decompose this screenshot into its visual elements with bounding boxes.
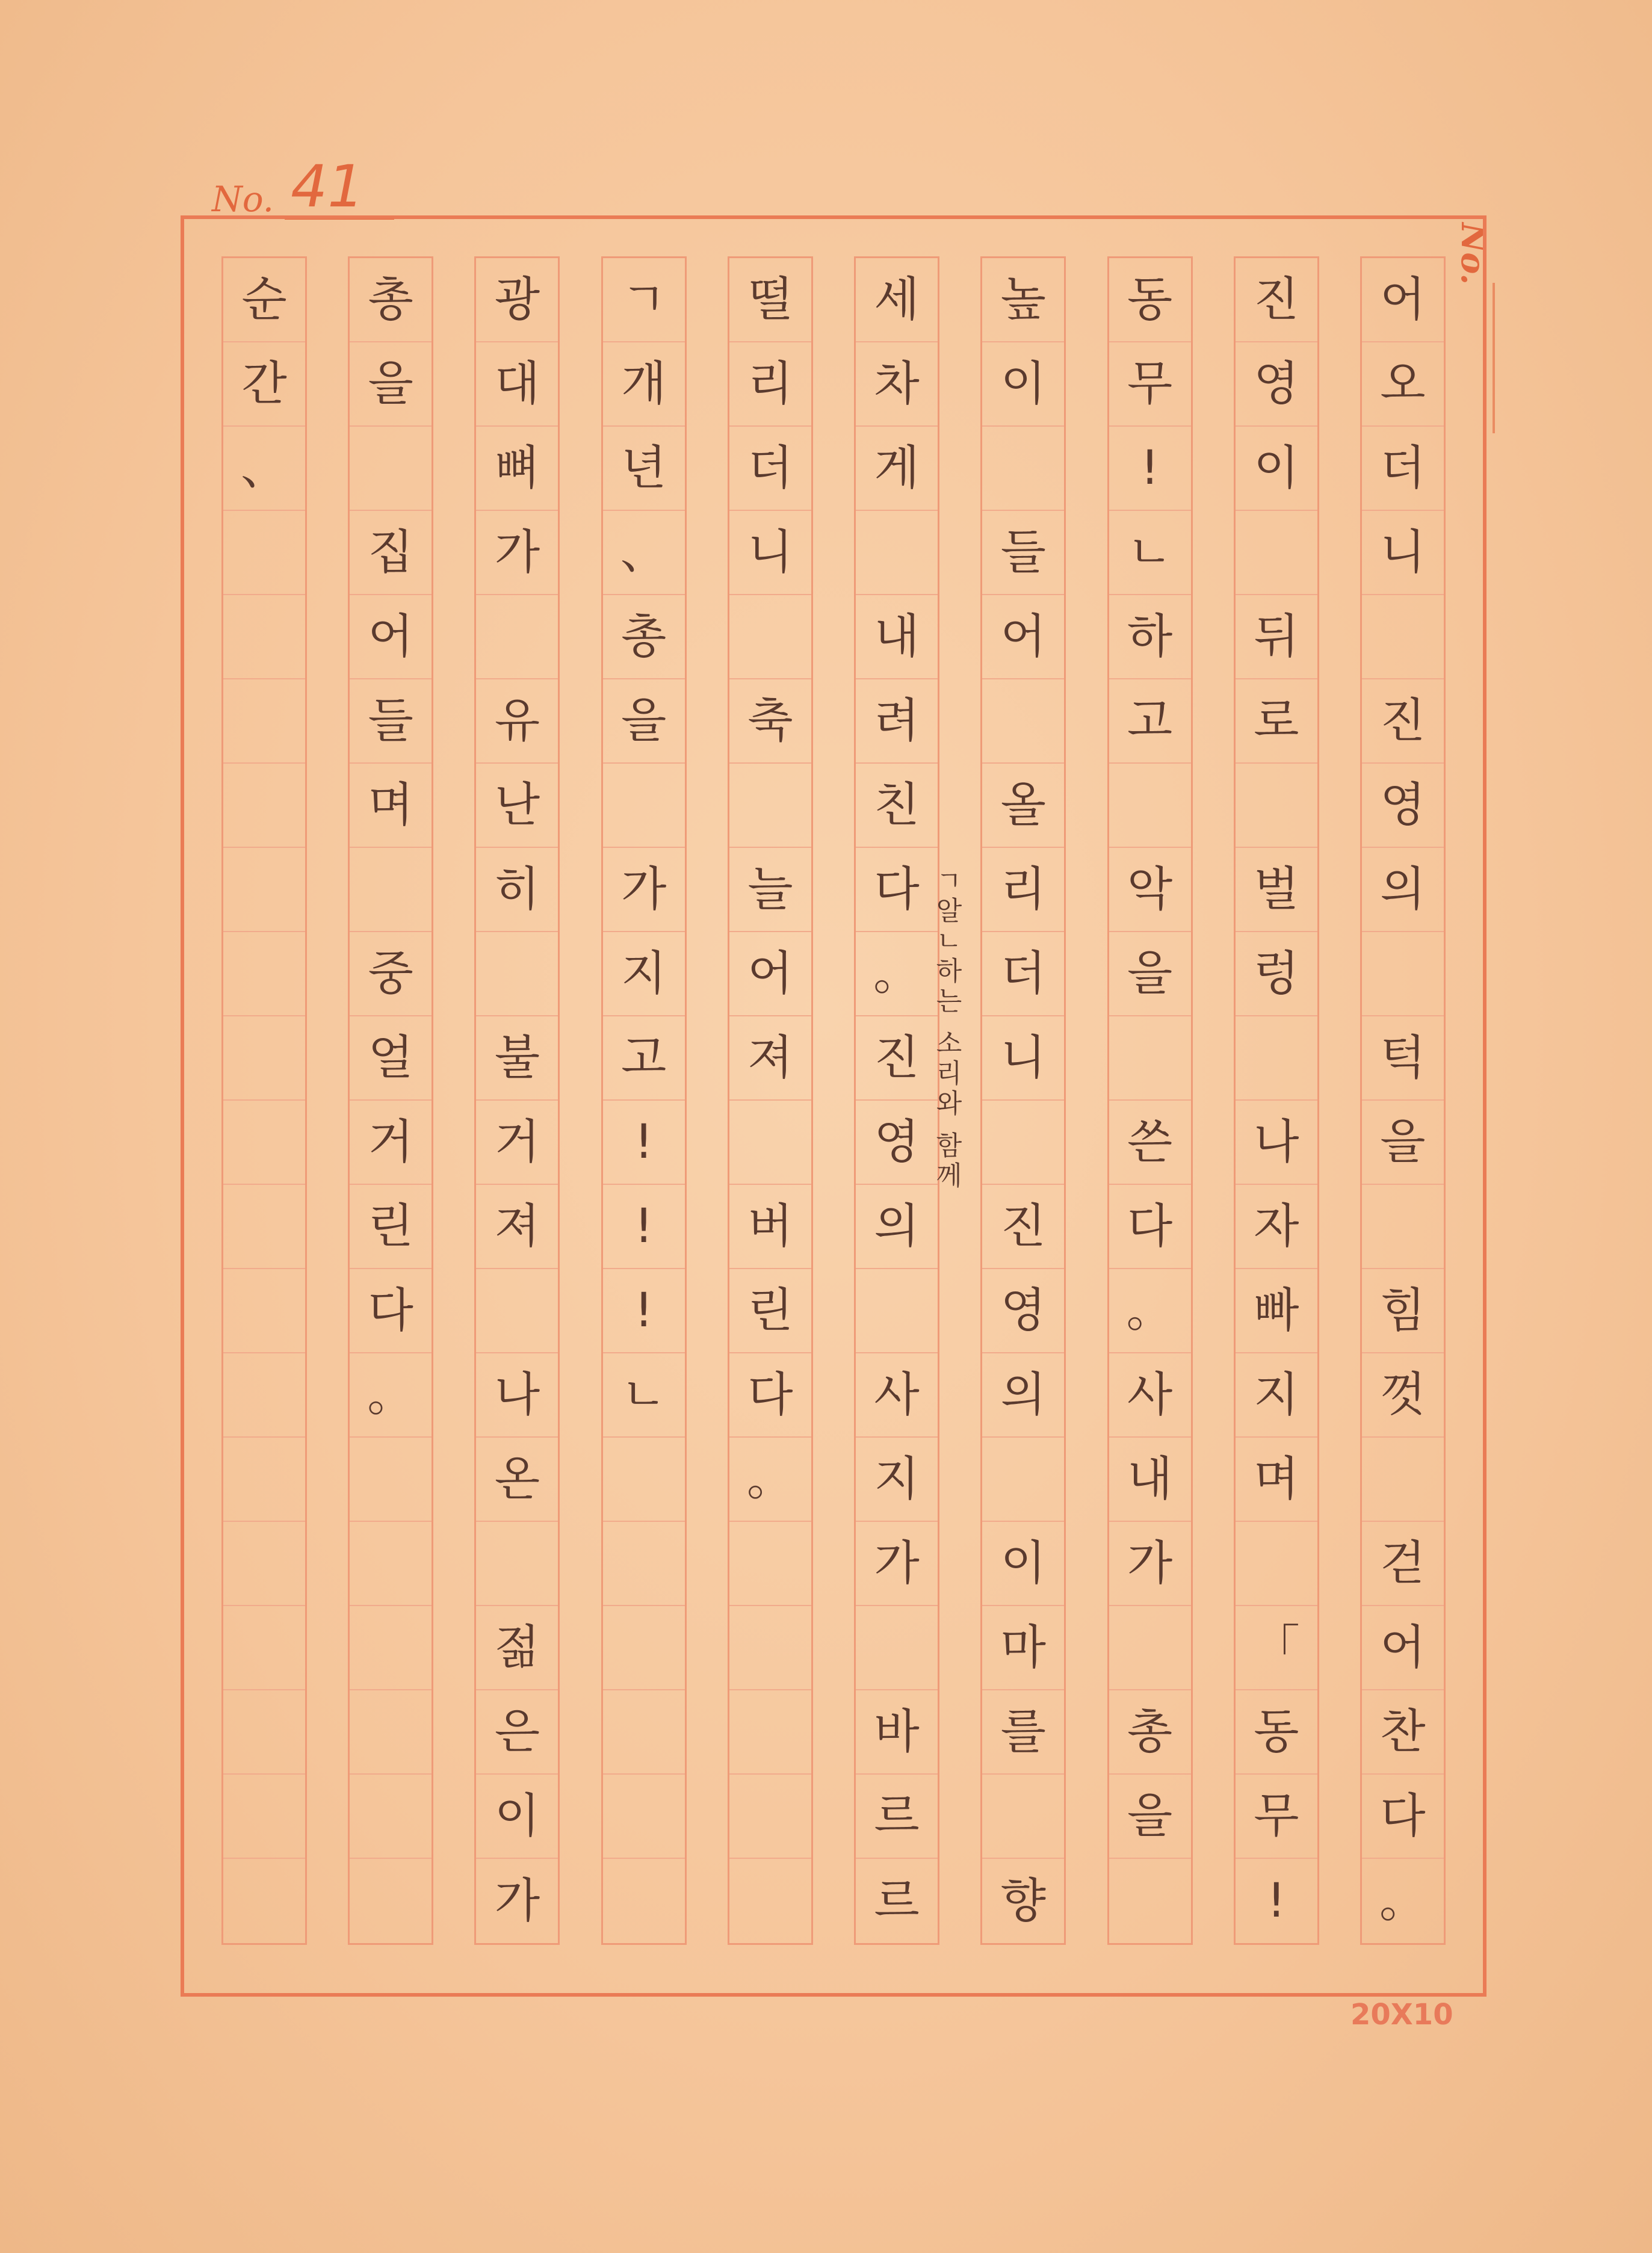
manuscript-cell: 껏 xyxy=(1362,1353,1444,1438)
manuscript-cell xyxy=(729,1775,811,1859)
manuscript-cell xyxy=(223,679,305,764)
manuscript-cell: 대 xyxy=(476,342,558,427)
manuscript-cell xyxy=(223,1269,305,1353)
manuscript-cell: 진 xyxy=(856,1016,938,1101)
manuscript-cell xyxy=(476,1269,558,1353)
manuscript-cell: 벌 xyxy=(1236,848,1317,932)
manuscript-cell xyxy=(223,1859,305,1943)
manuscript-cell: 거 xyxy=(350,1101,432,1185)
manuscript-cell xyxy=(223,1690,305,1775)
manuscript-cell: 다 xyxy=(729,1353,811,1438)
manuscript-cell: 들 xyxy=(350,679,432,764)
manuscript-cell: 동 xyxy=(1109,258,1191,342)
manuscript-cell: 지 xyxy=(856,1438,938,1522)
manuscript-cell xyxy=(603,764,685,848)
manuscript-cell: 다 xyxy=(1362,1775,1444,1859)
manuscript-cell: ! xyxy=(603,1269,685,1353)
manuscript-cell: 。 xyxy=(1109,1269,1191,1353)
manuscript-cell xyxy=(223,1101,305,1185)
manuscript-cell: 를 xyxy=(982,1690,1064,1775)
manuscript-cell xyxy=(350,427,432,511)
manuscript-cell: 지 xyxy=(603,932,685,1016)
manuscript-cell: 니 xyxy=(729,511,811,595)
manuscript-cell: 얼 xyxy=(350,1016,432,1101)
manuscript-cell xyxy=(982,1101,1064,1185)
manuscript-cell: 、 xyxy=(603,511,685,595)
manuscript-cell xyxy=(476,932,558,1016)
manuscript-cell xyxy=(856,1606,938,1690)
manuscript-cell xyxy=(223,1016,305,1101)
manuscript-cell: 고 xyxy=(603,1016,685,1101)
manuscript-cell: 가 xyxy=(494,1874,540,1928)
manuscript-cell: 가 xyxy=(603,848,685,932)
manuscript-cell: 바 xyxy=(856,1690,938,1775)
manuscript-cell xyxy=(603,1438,685,1522)
manuscript-cell: 렁 xyxy=(1236,932,1317,1016)
manuscript-cell: 더 xyxy=(729,427,811,511)
manuscript-cell xyxy=(603,1606,685,1690)
manuscript-cell: 년 xyxy=(603,427,685,511)
manuscript-cell: 。 xyxy=(350,1353,432,1438)
manuscript-column xyxy=(728,256,813,1945)
manuscript-cell: 가 xyxy=(856,1522,938,1606)
manuscript-cell: 찬 xyxy=(1362,1690,1444,1775)
manuscript-cell xyxy=(603,1690,685,1775)
manuscript-cell: 、 xyxy=(223,427,305,511)
manuscript-cell xyxy=(1236,1522,1317,1606)
manuscript-cell xyxy=(729,1690,811,1775)
manuscript-cell: 르 xyxy=(856,1775,938,1859)
manuscript-cell xyxy=(223,1606,305,1690)
manuscript-cell: 을 xyxy=(1109,1775,1191,1859)
manuscript-cell: 이 xyxy=(1236,427,1317,511)
manuscript-cell xyxy=(982,679,1064,764)
manuscript-cell xyxy=(603,1859,685,1943)
manuscript-cell: 동 xyxy=(1236,1690,1317,1775)
manuscript-cell: 어 xyxy=(1362,258,1444,342)
manuscript-cell: 세 xyxy=(856,258,938,342)
manuscript-cell: ㄱ xyxy=(603,258,685,342)
manuscript-cell: 히 xyxy=(476,848,558,932)
manuscript-cell: 뒤 xyxy=(1236,595,1317,679)
manuscript-cell: 더 xyxy=(982,932,1064,1016)
manuscript-cell xyxy=(982,1438,1064,1522)
manuscript-column xyxy=(1107,256,1193,1945)
manuscript-cell xyxy=(350,1859,432,1943)
manuscript-cell: 유 xyxy=(476,679,558,764)
manuscript-cell: 사 xyxy=(856,1353,938,1438)
manuscript-cell: 이 xyxy=(476,1775,558,1859)
manuscript-cell: 져 xyxy=(729,1016,811,1101)
manuscript-cell: 가 xyxy=(476,511,558,595)
manuscript-cell: 다 xyxy=(1109,1185,1191,1269)
manuscript-cell: 내 xyxy=(1109,1438,1191,1522)
manuscript-cell: 을 xyxy=(1109,932,1191,1016)
manuscript-cell: 자 xyxy=(1236,1185,1317,1269)
manuscript-cell: 의 xyxy=(856,1185,938,1269)
manuscript-cell xyxy=(223,932,305,1016)
manuscript-cell: 며 xyxy=(350,764,432,848)
manuscript-cell: 순 xyxy=(223,258,305,342)
manuscript-cell: 친 xyxy=(856,764,938,848)
manuscript-cell: 며 xyxy=(1236,1438,1317,1522)
manuscript-cell xyxy=(1362,1185,1444,1269)
manuscript-cell: 집 xyxy=(350,511,432,595)
manuscript-cell: 하 xyxy=(1109,595,1191,679)
manuscript-cell: 늘 xyxy=(729,848,811,932)
manuscript-cell: 어 xyxy=(982,595,1064,679)
manuscript-cell: 。 xyxy=(856,932,938,1016)
manuscript-cell xyxy=(223,764,305,848)
manuscript-cell: 올 xyxy=(982,764,1064,848)
manuscript-column xyxy=(1234,256,1319,1945)
manuscript-cell: 총 xyxy=(350,258,432,342)
manuscript-cell: 향 xyxy=(1000,1874,1046,1928)
manuscript-cell: 리 xyxy=(729,342,811,427)
manuscript-cell: 지 xyxy=(1236,1353,1317,1438)
manuscript-cell xyxy=(350,1438,432,1522)
manuscript-cell: 진 xyxy=(1236,258,1317,342)
manuscript-cell: 온 xyxy=(476,1438,558,1522)
manuscript-cell xyxy=(223,1438,305,1522)
page-number-prefix: No. xyxy=(212,179,274,220)
manuscript-cell: 쓴 xyxy=(1109,1101,1191,1185)
manuscript-cell: 의 xyxy=(1362,848,1444,932)
manuscript-cell: 불 xyxy=(476,1016,558,1101)
manuscript-cell: 총 xyxy=(603,595,685,679)
manuscript-cell xyxy=(729,764,811,848)
manuscript-cell: 사 xyxy=(1109,1353,1191,1438)
manuscript-cell: 로 xyxy=(1236,679,1317,764)
manuscript-cell: 난 xyxy=(476,764,558,848)
manuscript-cell: 영 xyxy=(1236,342,1317,427)
manuscript-cell: 무 xyxy=(1109,342,1191,427)
manuscript-cell xyxy=(1236,511,1317,595)
manuscript-cell xyxy=(729,1101,811,1185)
manuscript-cell: 떨 xyxy=(729,258,811,342)
side-number-label: No. xyxy=(1454,223,1493,285)
manuscript-cell: 「 xyxy=(1236,1606,1317,1690)
manuscript-cell xyxy=(729,1522,811,1606)
manuscript-cell xyxy=(476,595,558,679)
manuscript-cell: 무 xyxy=(1236,1775,1317,1859)
manuscript-cell xyxy=(1362,1438,1444,1522)
manuscript-cell xyxy=(729,1859,811,1943)
manuscript-cell: 걷 xyxy=(1362,1522,1444,1606)
manuscript-column xyxy=(221,256,307,1945)
manuscript-cell xyxy=(476,1522,558,1606)
manuscript-cell: 이 xyxy=(982,342,1064,427)
manuscript-cell xyxy=(1109,1016,1191,1101)
manuscript-cell xyxy=(223,511,305,595)
manuscript-cell: 영 xyxy=(1362,764,1444,848)
manuscript-cell xyxy=(223,1522,305,1606)
page-number-area xyxy=(212,153,394,220)
manuscript-column xyxy=(1360,256,1446,1945)
manuscript-cell: 을 xyxy=(603,679,685,764)
manuscript-cell xyxy=(1109,764,1191,848)
manuscript-cell: ! xyxy=(1109,427,1191,511)
manuscript-cell: ! xyxy=(1267,1874,1286,1928)
manuscript-cell: 의 xyxy=(982,1353,1064,1438)
manuscript-cell xyxy=(1109,1606,1191,1690)
manuscript-cell: 차 xyxy=(856,342,938,427)
manuscript-cell xyxy=(856,1269,938,1353)
manuscript-cell xyxy=(1362,932,1444,1016)
manuscript-cell: 어 xyxy=(729,932,811,1016)
manuscript-cell: 을 xyxy=(350,342,432,427)
manuscript-grid xyxy=(221,256,1446,1945)
manuscript-cell: 악 xyxy=(1109,848,1191,932)
manuscript-column xyxy=(474,256,560,1945)
manuscript-cell: 빠 xyxy=(1236,1269,1317,1353)
manuscript-cell: 이 xyxy=(982,1522,1064,1606)
manuscript-cell xyxy=(223,1775,305,1859)
manuscript-cell: ! xyxy=(603,1101,685,1185)
manuscript-cell xyxy=(350,848,432,932)
manuscript-cell: 거 xyxy=(476,1101,558,1185)
manuscript-cell xyxy=(350,1775,432,1859)
manuscript-cell: 진 xyxy=(1362,679,1444,764)
manuscript-cell: 턱 xyxy=(1362,1016,1444,1101)
manuscript-cell: 어 xyxy=(1362,1606,1444,1690)
manuscript-cell xyxy=(1236,764,1317,848)
manuscript-cell: 영 xyxy=(856,1101,938,1185)
manuscript-cell: 려 xyxy=(856,679,938,764)
manuscript-cell: 버 xyxy=(729,1185,811,1269)
margin-insert-note: ㄱ알ㄴ하는 소리와 함께 xyxy=(931,867,962,1191)
manuscript-cell: 니 xyxy=(1362,511,1444,595)
manuscript-column xyxy=(601,256,687,1945)
manuscript-column xyxy=(980,256,1066,1945)
manuscript-cell: 젊 xyxy=(476,1606,558,1690)
manuscript-cell xyxy=(982,427,1064,511)
manuscript-cell: 다 xyxy=(350,1269,432,1353)
manuscript-cell: 높 xyxy=(982,258,1064,342)
manuscript-cell xyxy=(1236,1016,1317,1101)
manuscript-cell: 개 xyxy=(603,342,685,427)
manuscript-cell: 린 xyxy=(350,1185,432,1269)
manuscript-cell: ㄴ xyxy=(1109,511,1191,595)
manuscript-cell: 린 xyxy=(729,1269,811,1353)
manuscript-cell xyxy=(223,595,305,679)
manuscript-cell: 뼈 xyxy=(476,427,558,511)
manuscript-cell: 가 xyxy=(1109,1522,1191,1606)
manuscript-cell: 져 xyxy=(476,1185,558,1269)
manuscript-cell: 축 xyxy=(729,679,811,764)
manuscript-cell: 오 xyxy=(1362,342,1444,427)
manuscript-cell xyxy=(729,595,811,679)
manuscript-cell xyxy=(350,1690,432,1775)
manuscript-cell: 。 xyxy=(1379,1874,1426,1928)
manuscript-cell: 간 xyxy=(223,342,305,427)
manuscript-cell xyxy=(223,1353,305,1438)
manuscript-cell xyxy=(603,1775,685,1859)
manuscript-cell: 나 xyxy=(476,1353,558,1438)
manuscript-cell: 중 xyxy=(350,932,432,1016)
manuscript-cell: 을 xyxy=(1362,1101,1444,1185)
manuscript-cell: 진 xyxy=(982,1185,1064,1269)
manuscript-cell xyxy=(982,1775,1064,1859)
manuscript-cell xyxy=(856,511,938,595)
manuscript-cell: ㄴ xyxy=(603,1353,685,1438)
grid-size-label: 20X10 xyxy=(1350,1998,1453,2032)
manuscript-cell: 은 xyxy=(476,1690,558,1775)
manuscript-cell: 광 xyxy=(476,258,558,342)
manuscript-cell xyxy=(729,1606,811,1690)
manuscript-cell: 마 xyxy=(982,1606,1064,1690)
manuscript-cell xyxy=(350,1522,432,1606)
manuscript-cell xyxy=(350,1606,432,1690)
manuscript-cell: ! xyxy=(603,1185,685,1269)
manuscript-cell xyxy=(1109,1859,1191,1943)
manuscript-column xyxy=(348,256,433,1945)
manuscript-cell: 리 xyxy=(982,848,1064,932)
manuscript-cell: 힘 xyxy=(1362,1269,1444,1353)
manuscript-cell: 나 xyxy=(1236,1101,1317,1185)
manuscript-cell xyxy=(223,1185,305,1269)
page-number: 41 xyxy=(285,158,394,220)
manuscript-cell: 총 xyxy=(1109,1690,1191,1775)
manuscript-cell: 영 xyxy=(982,1269,1064,1353)
manuscript-cell: 고 xyxy=(1109,679,1191,764)
manuscript-cell: 내 xyxy=(856,595,938,679)
manuscript-cell: 르 xyxy=(874,1874,920,1928)
manuscript-cell xyxy=(223,848,305,932)
manuscript-cell: 들 xyxy=(982,511,1064,595)
manuscript-cell: 。 xyxy=(729,1438,811,1522)
side-number-line xyxy=(1493,283,1495,433)
manuscript-cell xyxy=(603,1522,685,1606)
manuscript-cell: 다 xyxy=(856,848,938,932)
manuscript-cell: 게 xyxy=(856,427,938,511)
manuscript-cell xyxy=(1362,595,1444,679)
manuscript-cell: 더 xyxy=(1362,427,1444,511)
manuscript-cell: 니 xyxy=(982,1016,1064,1101)
manuscript-cell: 어 xyxy=(350,595,432,679)
